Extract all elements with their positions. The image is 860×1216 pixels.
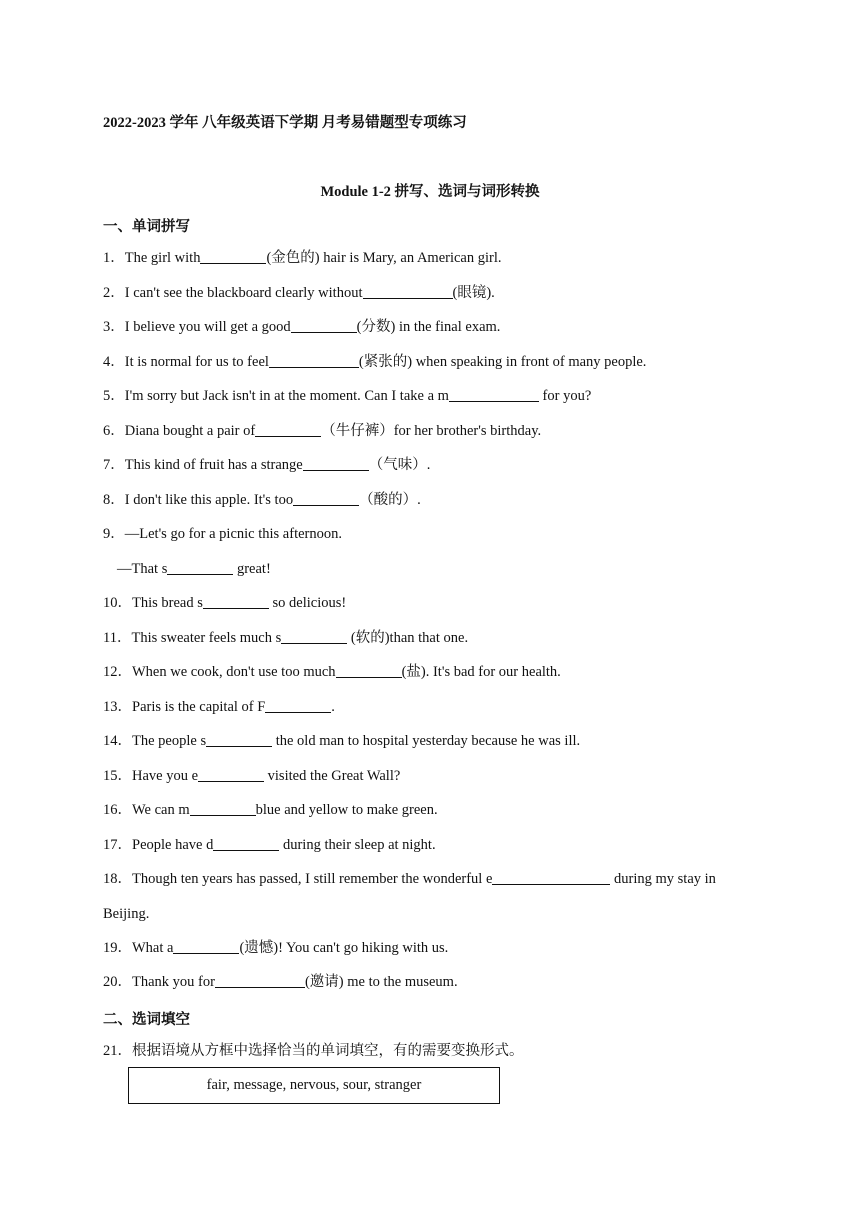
answer-blank[interactable] <box>203 594 269 609</box>
question-text: great! <box>233 561 271 577</box>
question-4 <box>103 353 646 371</box>
question-text: Have you e <box>132 768 199 784</box>
question-text: What a <box>132 940 174 956</box>
question-20 <box>103 973 458 991</box>
question-text: Thank you for <box>132 974 215 990</box>
question-number: 17． <box>103 837 132 853</box>
question-text: so delicious! <box>268 595 347 611</box>
question-12 <box>103 663 561 681</box>
question-number: 12． <box>103 664 132 680</box>
question-text: blue and yellow to make green. <box>255 802 438 818</box>
question-10 <box>103 594 346 612</box>
answer-blank[interactable] <box>198 767 264 782</box>
question-number: 16． <box>103 802 132 818</box>
question-14 <box>103 732 580 750</box>
question-text: （酸的）. <box>359 492 421 508</box>
question-18-continued <box>103 905 149 923</box>
question-number: 10． <box>103 595 132 611</box>
question-8 <box>103 491 421 509</box>
question-number: 1． <box>103 250 125 266</box>
question-number: 20． <box>103 974 132 990</box>
question-19 <box>103 939 448 957</box>
answer-blank[interactable] <box>213 836 279 851</box>
question-11 <box>103 629 468 647</box>
question-number: 8． <box>103 492 125 508</box>
question-text: I don't like this apple. It's too <box>124 492 294 508</box>
document-title: 2022-2023 学年 八年级英语下学期 月考易错题型专项练习 <box>103 115 467 131</box>
question-number: 9． <box>103 526 125 542</box>
answer-blank[interactable] <box>269 353 359 368</box>
question-text: Diana bought a pair of <box>124 423 256 439</box>
question-number: 7． <box>103 457 125 473</box>
question-1 <box>103 249 502 267</box>
question-text: (金色的) hair is Mary, an American girl. <box>266 250 502 266</box>
answer-blank[interactable] <box>265 698 331 713</box>
question-text: （气味）. <box>368 457 431 473</box>
question-text: (遗憾)! You can't go hiking with us. <box>239 940 449 956</box>
question-text: People have d <box>132 837 214 853</box>
section-heading-word-choice: 二、选词填空 <box>103 1012 190 1028</box>
question-text: —Let's go for a picnic this afternoon. <box>124 526 342 542</box>
answer-blank[interactable] <box>167 560 233 575</box>
question-17 <box>103 836 436 854</box>
section-heading-spelling: 一、单词拼写 <box>103 219 190 235</box>
question-3 <box>103 318 500 336</box>
question-2 <box>103 284 495 302</box>
question-number: 21． <box>103 1043 132 1059</box>
question-5 <box>103 387 591 405</box>
question-21 <box>103 1042 524 1060</box>
question-number: 4． <box>103 354 125 370</box>
question-text: We can m <box>132 802 190 818</box>
answer-blank[interactable] <box>173 939 239 954</box>
question-number: 3． <box>103 319 125 335</box>
question-6 <box>103 422 541 440</box>
question-text: 根据语境从方框中选择恰当的单词填空，有的需要变换形式。 <box>132 1043 524 1059</box>
question-text: I can't see the blackboard clearly without <box>124 285 363 301</box>
answer-blank[interactable] <box>200 249 266 264</box>
question-text: (盐). It's bad for our health. <box>401 664 561 680</box>
answer-blank[interactable] <box>291 318 357 333</box>
question-number: 19． <box>103 940 132 956</box>
question-number: 18． <box>103 871 132 887</box>
question-text: When we cook, don't use too much <box>132 664 336 680</box>
question-18 <box>103 870 716 888</box>
answer-blank[interactable] <box>492 870 610 885</box>
question-9-reply <box>117 560 271 578</box>
answer-blank[interactable] <box>336 663 402 678</box>
question-7 <box>103 456 430 474</box>
question-text: I'm sorry but Jack isn't in at the moment. Can I take a m <box>124 388 449 404</box>
question-number: 14． <box>103 733 132 749</box>
question-text: during my stay in <box>610 871 716 887</box>
question-number: 15． <box>103 768 132 784</box>
question-text: I believe you will get a good <box>124 319 291 335</box>
answer-blank[interactable] <box>303 456 369 471</box>
word-bank-box: fair, message, nervous, sour, stranger <box>128 1067 500 1104</box>
question-9 <box>103 525 342 543</box>
question-text: Paris is the capital of F <box>132 699 266 715</box>
question-text: the old man to hospital yesterday because he was ill. <box>272 733 581 749</box>
module-title: Module 1-2 拼写、选词与词形转换 <box>320 184 540 200</box>
question-number: 13． <box>103 699 132 715</box>
question-text: (紧张的) when speaking in front of many people. <box>358 354 647 370</box>
question-text: visited the Great Wall? <box>264 768 401 784</box>
question-text: —That s <box>117 561 168 577</box>
question-text: （牛仔裤）for her brother's birthday. <box>321 423 542 439</box>
question-text: The people s <box>132 733 207 749</box>
answer-blank[interactable] <box>293 491 359 506</box>
question-text: The girl with <box>124 250 201 266</box>
question-text: (软的)than that one. <box>347 630 469 646</box>
question-text: This kind of fruit has a strange <box>124 457 303 473</box>
question-text: (眼镜). <box>452 285 495 301</box>
question-text: This bread s <box>132 595 203 611</box>
question-13 <box>103 698 335 716</box>
question-15 <box>103 767 400 785</box>
question-number: 11． <box>103 630 132 646</box>
question-16 <box>103 801 438 819</box>
question-text: (分数) in the final exam. <box>356 319 501 335</box>
question-text: . <box>331 699 335 715</box>
question-text: It is normal for us to feel <box>124 354 269 370</box>
answer-blank[interactable] <box>206 732 272 747</box>
question-text: for you? <box>538 388 592 404</box>
question-text: This sweater feels much s <box>131 630 282 646</box>
question-number: 2． <box>103 285 125 301</box>
answer-blank[interactable] <box>215 973 305 988</box>
answer-blank[interactable] <box>449 387 539 402</box>
answer-blank[interactable] <box>281 629 347 644</box>
answer-blank[interactable] <box>190 801 256 816</box>
answer-blank[interactable] <box>363 284 453 299</box>
question-number: 6． <box>103 423 125 439</box>
question-number: 5． <box>103 388 125 404</box>
answer-blank[interactable] <box>255 422 321 437</box>
question-text: Beijing. <box>103 906 150 922</box>
question-text: during their sleep at night. <box>279 837 436 853</box>
question-text: Though ten years has passed, I still remember the wonderful e <box>132 871 493 887</box>
question-text: (邀请) me to the museum. <box>304 974 458 990</box>
